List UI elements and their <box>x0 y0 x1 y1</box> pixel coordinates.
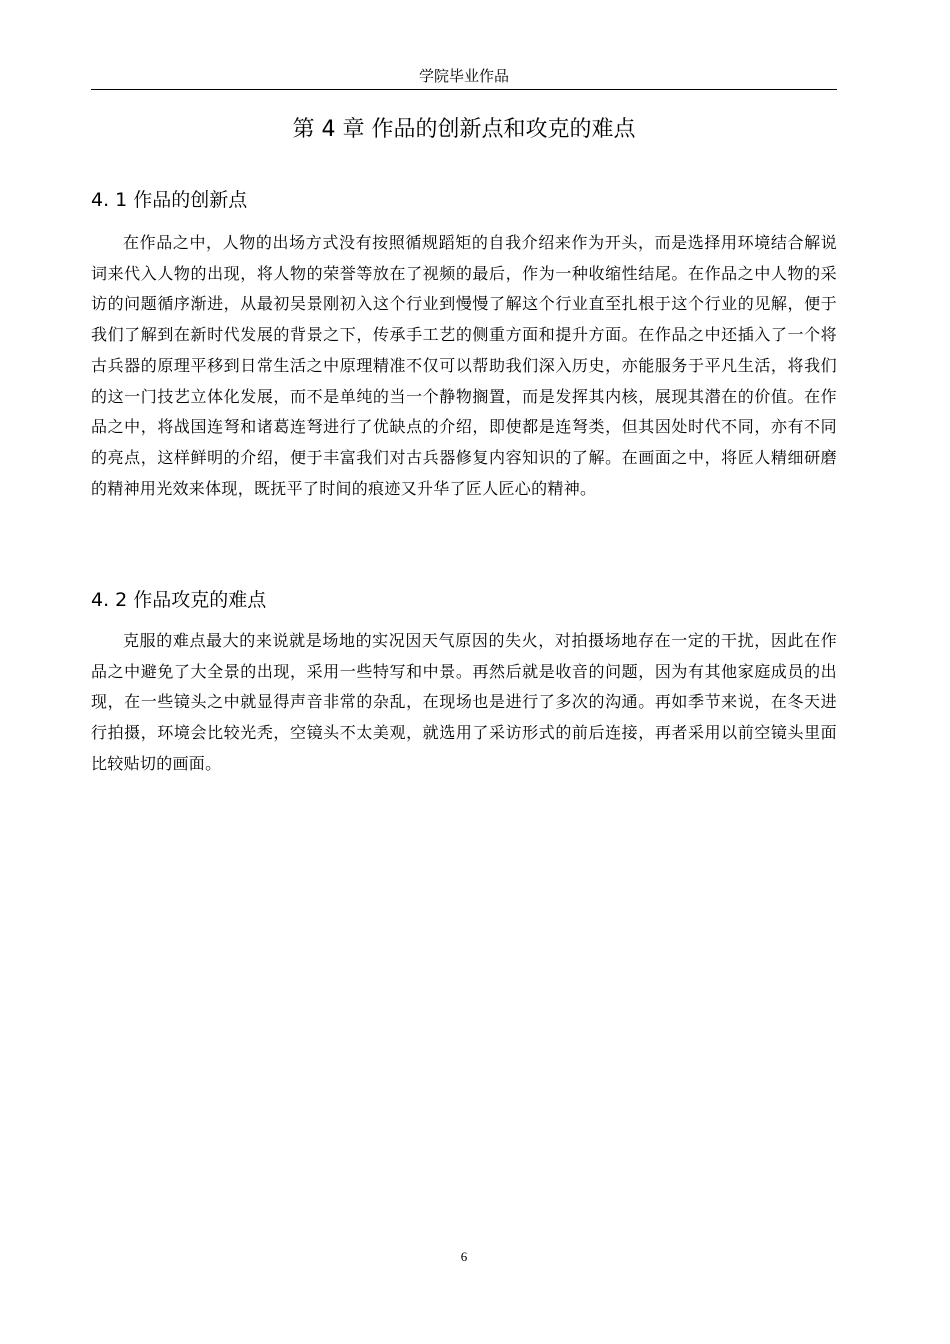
running-header: 学院毕业作品 <box>418 67 509 85</box>
section-body-4-2: 克服的难点最大的来说就是场地的实况因天气原因的失火，对拍摄场地存在一定的干扰，因此在作品之中避免了大全景的出现，采用一些特写和中景。再然后就是收音的问题，因为有其他家庭成员的出现，在一些镜头之中就显得声音非常的杂乱，在现场也是进行了多次的沟通。再如季节来说，在冬天进行拍摄，环境会比较光秃，空镜头不太美观，就选用了采访形式的前后连接，再者采用以前空镜头里面比较贴切的画面。 <box>91 631 837 773</box>
section-heading-4-1: 4. 1 作品的创新点 <box>91 189 248 211</box>
section-body-4-1: 在作品之中，人物的出场方式没有按照循规蹈矩的自我介绍来作为开头，而是选择用环境结合解说词来代入人物的出现，将人物的荣誉等放在了视频的最后，作为一种收缩性结尾。在作品之中人物的采访的问题循序渐进，从最初吴景刚初入这个行业到慢慢了解这个行业直至扎根于这个行业的见解，便于我们了解到在新时代发展的背景之下，传承手工艺的侧重方面和提升方面。在作品之中还插入了一个将古兵器的原理平移到日常生活之中原理精准不仅可以帮助我们深入历史，亦能服务于平凡生活，将我们的这一门技艺立体化发展，而不是单纯的当一个静物搁置，而是发挥其内核，展现其潜在的价值。在作品之中，将战国连弩和诸葛连弩进行了优缺点的介绍，即使都是连弩类，但其因处时代不同，亦有不同的亮点，这样鲜明的介绍，便于丰富我们对古兵器修复内容知识的了解。在画面之中，将匠人精细研磨的精神用光效来体现，既抚平了时间的痕迹又升华了匠人匠心的精神。 <box>91 233 837 498</box>
chapter-title: 第 4 章 作品的创新点和攻克的难点 <box>292 117 636 142</box>
header-rule <box>91 89 837 90</box>
page-number: 6 <box>460 1249 468 1264</box>
section-heading-4-2: 4. 2 作品攻克的难点 <box>91 589 267 611</box>
